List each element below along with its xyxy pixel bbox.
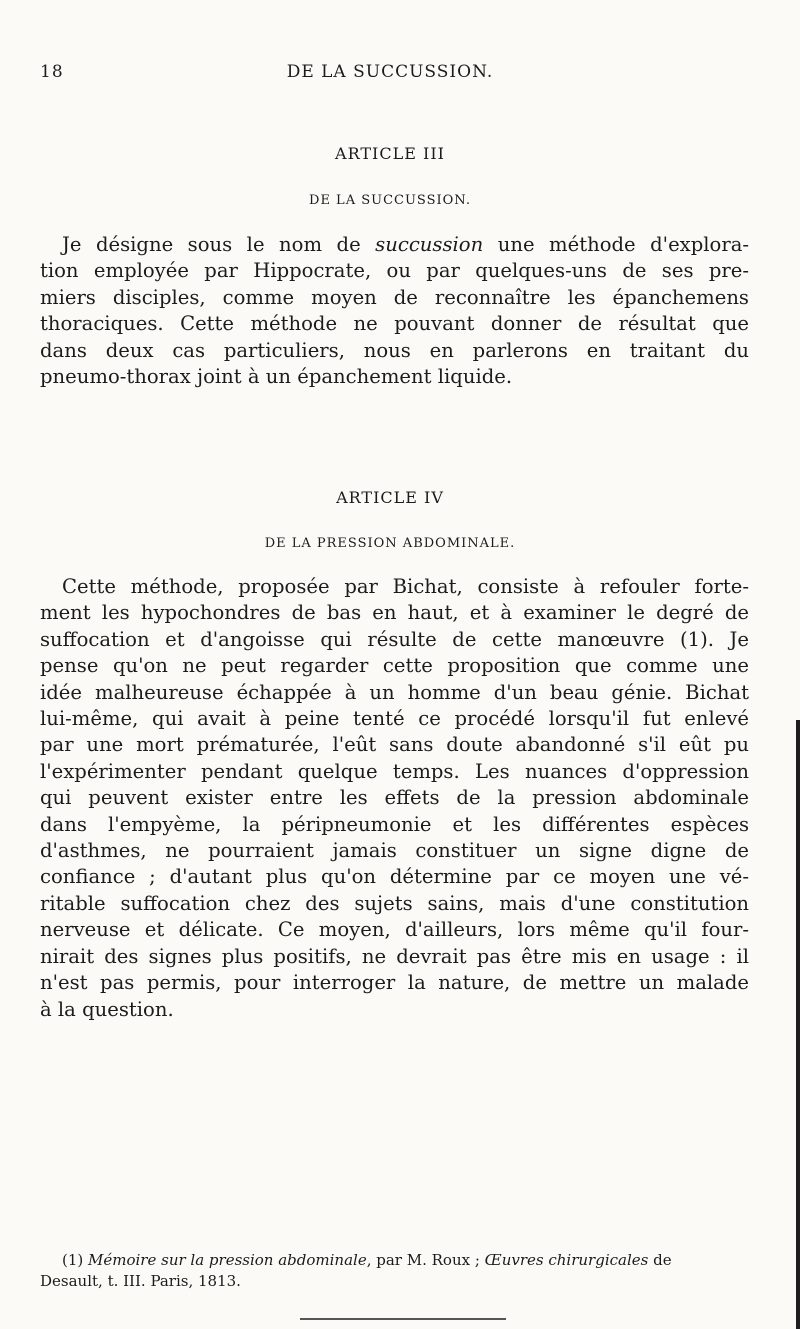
italic-term: succussion <box>375 233 484 256</box>
page-number: 18 <box>40 62 64 82</box>
running-title: DE LA SUCCUSSION. <box>286 62 494 82</box>
paragraph-line: suffocation et d'angoisse qui résulte de cette manœuvre (1). Je <box>40 627 749 651</box>
paragraph-line: idée malheureuse échappée à un homme d'un beau génie. Bichat <box>40 680 749 704</box>
paragraph-line: qui peuvent exister entre les effets de la pression abdominale <box>40 786 749 810</box>
paragraph-line: nirait des signes plus positifs, ne devrait pas être mis en usage : il <box>40 944 749 968</box>
paragraph-line: lui-même, qui avait à peine tenté ce procédé lorsqu'il fut enlevé <box>40 707 749 731</box>
article-3-paragraph <box>40 232 749 390</box>
paragraph-line: nerveuse et délicate. Ce moyen, d'ailleurs, lors même qu'il four- <box>40 918 749 942</box>
article-4-paragraph <box>40 574 749 1023</box>
paragraph-line: tion employée par Hippocrate, ou par quelques-uns de ses pre- <box>40 259 749 283</box>
footnote-line: Desault, t. III. Paris, 1813. <box>40 1272 241 1290</box>
footnote-work: Œuvres chirurgicales <box>484 1251 649 1269</box>
paragraph-line: thoraciques. Cette méthode ne pouvant donner de résultat que <box>40 312 749 336</box>
paragraph-line: Cette méthode, proposée par Bichat, consiste à refouler forte- <box>62 575 749 598</box>
running-head <box>40 62 740 86</box>
paragraph-line: dans deux cas particuliers, nous en parlerons en traitant du <box>40 338 749 362</box>
paragraph-line: pneumo-thorax joint à un épanchement liquide. <box>40 365 513 389</box>
footnote-title: Mémoire sur la pression abdominale <box>88 1251 367 1269</box>
paragraph-line: l'expérimenter pendant quelque temps. Les nuances d'oppression <box>40 759 749 783</box>
paragraph-line: ment les hypochondres de bas en haut, et à examiner le degré de <box>40 601 749 625</box>
paragraph-line: Je désigne sous le nom de succussion une méthode d'explora- <box>62 233 749 256</box>
paragraph-line: dans l'empyème, la péripneumonie et les différentes espèces <box>40 812 749 836</box>
article-4-heading: ARTICLE IV <box>336 488 444 507</box>
article-3-heading: ARTICLE III <box>335 144 445 163</box>
footnote-line: (1) Mémoire sur la pression abdominale, par M. Roux ; Œuvres chirurgicales de <box>62 1251 672 1269</box>
footnote <box>40 1250 749 1292</box>
paragraph-line: pense qu'on ne peut regarder cette proposition que comme une <box>40 654 749 678</box>
paragraph-line: miers disciples, comme moyen de reconnaître les épanchemens <box>40 285 749 309</box>
footnote-marker: (1) <box>62 1251 89 1269</box>
article-3-subheading: DE LA SUCCUSSION. <box>309 193 471 208</box>
page-edge-shadow <box>796 720 800 1329</box>
paragraph-line: n'est pas permis, pour interroger la nature, de mettre un malade <box>40 971 749 995</box>
paragraph-line: ritable suffocation chez des sujets sains, mais d'une constitution <box>40 891 749 915</box>
article-4-subheading: DE LA PRESSION ABDOMINALE. <box>264 536 516 551</box>
paragraph-line: à la question. <box>40 997 174 1021</box>
paragraph-line: confiance ; d'autant plus qu'on détermine par ce moyen une vé- <box>40 865 749 889</box>
paragraph-line: par une mort prématurée, l'eût sans doute abandonné s'il eût pu <box>40 733 749 757</box>
paragraph-line: d'asthmes, ne pourraient jamais constituer un signe digne de <box>40 839 749 863</box>
footer-rule <box>300 1318 506 1320</box>
